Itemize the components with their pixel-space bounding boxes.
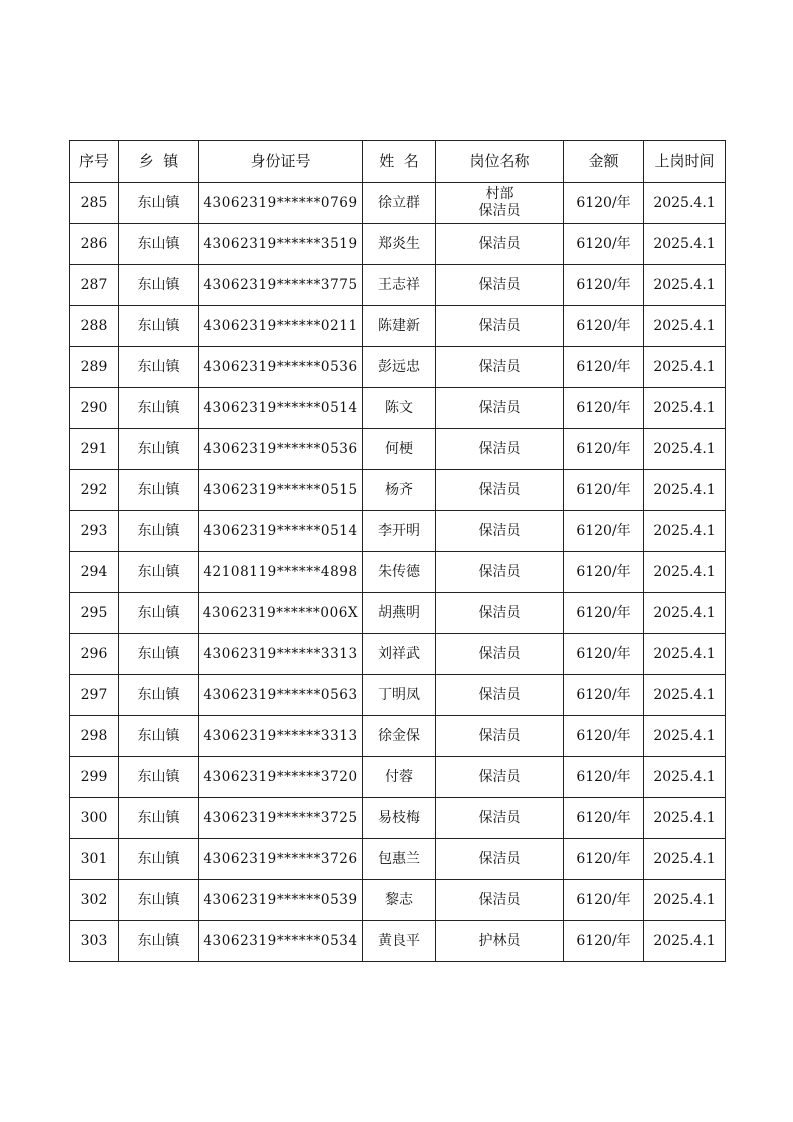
cell-id-number: 43062319******0515 xyxy=(199,470,363,511)
cell-name: 徐立群 xyxy=(363,183,436,224)
table-row xyxy=(70,265,726,306)
cell-town: 东山镇 xyxy=(119,224,199,265)
cell-amount: 6120/年 xyxy=(564,880,644,921)
cell-post: 保洁员 xyxy=(436,757,564,798)
cell-start-date: 2025.4.1 xyxy=(644,347,726,388)
table-row xyxy=(70,634,726,675)
cell-amount: 6120/年 xyxy=(564,388,644,429)
table-row xyxy=(70,224,726,265)
header-amount: 金额 xyxy=(564,141,644,183)
cell-start-date: 2025.4.1 xyxy=(644,593,726,634)
cell-town: 东山镇 xyxy=(119,265,199,306)
cell-start-date: 2025.4.1 xyxy=(644,265,726,306)
cell-serial: 293 xyxy=(70,511,119,552)
header-serial: 序号 xyxy=(70,141,119,183)
cell-town: 东山镇 xyxy=(119,675,199,716)
cell-post: 保洁员 xyxy=(436,675,564,716)
cell-start-date: 2025.4.1 xyxy=(644,675,726,716)
cell-name: 易枝梅 xyxy=(363,798,436,839)
cell-town: 东山镇 xyxy=(119,921,199,962)
cell-town: 东山镇 xyxy=(119,634,199,675)
table-row xyxy=(70,429,726,470)
cell-start-date: 2025.4.1 xyxy=(644,757,726,798)
table-body xyxy=(70,183,726,962)
cell-amount: 6120/年 xyxy=(564,634,644,675)
cell-name: 刘祥武 xyxy=(363,634,436,675)
cell-amount: 6120/年 xyxy=(564,183,644,224)
cell-serial: 285 xyxy=(70,183,119,224)
table-row xyxy=(70,593,726,634)
header-name: 姓 名 xyxy=(363,141,436,183)
cell-id-number: 43062319******0514 xyxy=(199,511,363,552)
cell-name: 李开明 xyxy=(363,511,436,552)
cell-amount: 6120/年 xyxy=(564,306,644,347)
cell-name: 丁明凤 xyxy=(363,675,436,716)
cell-serial: 301 xyxy=(70,839,119,880)
cell-town: 东山镇 xyxy=(119,429,199,470)
cell-start-date: 2025.4.1 xyxy=(644,224,726,265)
cell-post: 保洁员 xyxy=(436,880,564,921)
cell-town: 东山镇 xyxy=(119,880,199,921)
cell-id-number: 43062319******0536 xyxy=(199,347,363,388)
cell-amount: 6120/年 xyxy=(564,593,644,634)
cell-start-date: 2025.4.1 xyxy=(644,921,726,962)
cell-post: 保洁员 xyxy=(436,593,564,634)
cell-serial: 292 xyxy=(70,470,119,511)
cell-name: 徐金保 xyxy=(363,716,436,757)
cell-serial: 295 xyxy=(70,593,119,634)
cell-serial: 297 xyxy=(70,675,119,716)
cell-town: 东山镇 xyxy=(119,716,199,757)
table-row xyxy=(70,388,726,429)
cell-serial: 287 xyxy=(70,265,119,306)
cell-amount: 6120/年 xyxy=(564,224,644,265)
table-row xyxy=(70,675,726,716)
cell-start-date: 2025.4.1 xyxy=(644,429,726,470)
cell-name: 黎志 xyxy=(363,880,436,921)
cell-start-date: 2025.4.1 xyxy=(644,306,726,347)
cell-amount: 6120/年 xyxy=(564,757,644,798)
cell-amount: 6120/年 xyxy=(564,429,644,470)
cell-start-date: 2025.4.1 xyxy=(644,511,726,552)
cell-town: 东山镇 xyxy=(119,839,199,880)
cell-post: 保洁员 xyxy=(436,388,564,429)
cell-name: 陈文 xyxy=(363,388,436,429)
cell-town: 东山镇 xyxy=(119,306,199,347)
cell-start-date: 2025.4.1 xyxy=(644,798,726,839)
cell-serial: 286 xyxy=(70,224,119,265)
cell-start-date: 2025.4.1 xyxy=(644,634,726,675)
cell-id-number: 43062319******3313 xyxy=(199,634,363,675)
table-row xyxy=(70,716,726,757)
cell-town: 东山镇 xyxy=(119,470,199,511)
table-row xyxy=(70,306,726,347)
cell-start-date: 2025.4.1 xyxy=(644,470,726,511)
cell-amount: 6120/年 xyxy=(564,921,644,962)
cell-post: 护林员 xyxy=(436,921,564,962)
cell-serial: 300 xyxy=(70,798,119,839)
cell-id-number: 42108119******4898 xyxy=(199,552,363,593)
cell-amount: 6120/年 xyxy=(564,552,644,593)
cell-start-date: 2025.4.1 xyxy=(644,839,726,880)
cell-id-number: 43062319******006X xyxy=(199,593,363,634)
cell-serial: 294 xyxy=(70,552,119,593)
cell-town: 东山镇 xyxy=(119,798,199,839)
cell-post: 保洁员 xyxy=(436,470,564,511)
cell-name: 何梗 xyxy=(363,429,436,470)
cell-name: 朱传德 xyxy=(363,552,436,593)
table-row xyxy=(70,798,726,839)
cell-serial: 296 xyxy=(70,634,119,675)
cell-id-number: 43062319******3775 xyxy=(199,265,363,306)
table-row xyxy=(70,470,726,511)
cell-serial: 303 xyxy=(70,921,119,962)
cell-serial: 290 xyxy=(70,388,119,429)
cell-id-number: 43062319******3726 xyxy=(199,839,363,880)
cell-serial: 288 xyxy=(70,306,119,347)
cell-town: 东山镇 xyxy=(119,511,199,552)
cell-town: 东山镇 xyxy=(119,552,199,593)
cell-post: 保洁员 xyxy=(436,265,564,306)
cell-name: 包惠兰 xyxy=(363,839,436,880)
cell-name: 黄良平 xyxy=(363,921,436,962)
cell-post: 保洁员 xyxy=(436,798,564,839)
table-row xyxy=(70,880,726,921)
cell-id-number: 43062319******3720 xyxy=(199,757,363,798)
cell-id-number: 43062319******3313 xyxy=(199,716,363,757)
cell-id-number: 43062319******3519 xyxy=(199,224,363,265)
cell-start-date: 2025.4.1 xyxy=(644,183,726,224)
header-town: 乡 镇 xyxy=(119,141,199,183)
cell-id-number: 43062319******0211 xyxy=(199,306,363,347)
cell-name: 陈建新 xyxy=(363,306,436,347)
cell-serial: 299 xyxy=(70,757,119,798)
cell-post: 保洁员 xyxy=(436,552,564,593)
table-row xyxy=(70,552,726,593)
cell-post: 保洁员 xyxy=(436,634,564,675)
table-row xyxy=(70,347,726,388)
header-start-date: 上岗时间 xyxy=(644,141,726,183)
cell-name: 彭远忠 xyxy=(363,347,436,388)
table-row xyxy=(70,757,726,798)
cell-post: 保洁员 xyxy=(436,347,564,388)
cell-amount: 6120/年 xyxy=(564,716,644,757)
cell-name: 胡燕明 xyxy=(363,593,436,634)
cell-post: 村部 保洁员 xyxy=(436,183,564,224)
cell-town: 东山镇 xyxy=(119,183,199,224)
cell-town: 东山镇 xyxy=(119,388,199,429)
cell-name: 付蓉 xyxy=(363,757,436,798)
cell-start-date: 2025.4.1 xyxy=(644,716,726,757)
cell-town: 东山镇 xyxy=(119,593,199,634)
header-id-number: 身份证号 xyxy=(199,141,363,183)
cell-town: 东山镇 xyxy=(119,757,199,798)
cell-amount: 6120/年 xyxy=(564,798,644,839)
cell-amount: 6120/年 xyxy=(564,511,644,552)
header-post: 岗位名称 xyxy=(436,141,564,183)
cell-post: 保洁员 xyxy=(436,306,564,347)
cell-post: 保洁员 xyxy=(436,224,564,265)
cell-post: 保洁员 xyxy=(436,511,564,552)
cell-post: 保洁员 xyxy=(436,716,564,757)
cell-serial: 291 xyxy=(70,429,119,470)
cell-id-number: 43062319******0514 xyxy=(199,388,363,429)
cell-amount: 6120/年 xyxy=(564,347,644,388)
cell-name: 杨齐 xyxy=(363,470,436,511)
table-row xyxy=(70,511,726,552)
staff-table-container xyxy=(69,140,726,962)
table-row xyxy=(70,921,726,962)
cell-serial: 298 xyxy=(70,716,119,757)
cell-post: 保洁员 xyxy=(436,429,564,470)
table-row xyxy=(70,183,726,224)
cell-name: 王志祥 xyxy=(363,265,436,306)
cell-amount: 6120/年 xyxy=(564,839,644,880)
cell-serial: 289 xyxy=(70,347,119,388)
cell-start-date: 2025.4.1 xyxy=(644,880,726,921)
cell-name: 郑炎生 xyxy=(363,224,436,265)
staff-table xyxy=(69,140,726,962)
cell-id-number: 43062319******0534 xyxy=(199,921,363,962)
cell-start-date: 2025.4.1 xyxy=(644,388,726,429)
cell-id-number: 43062319******0539 xyxy=(199,880,363,921)
cell-start-date: 2025.4.1 xyxy=(644,552,726,593)
cell-amount: 6120/年 xyxy=(564,265,644,306)
cell-amount: 6120/年 xyxy=(564,675,644,716)
cell-town: 东山镇 xyxy=(119,347,199,388)
cell-id-number: 43062319******0536 xyxy=(199,429,363,470)
cell-id-number: 43062319******3725 xyxy=(199,798,363,839)
cell-id-number: 43062319******0563 xyxy=(199,675,363,716)
cell-amount: 6120/年 xyxy=(564,470,644,511)
table-row xyxy=(70,839,726,880)
cell-serial: 302 xyxy=(70,880,119,921)
cell-post: 保洁员 xyxy=(436,839,564,880)
cell-id-number: 43062319******0769 xyxy=(199,183,363,224)
table-header-row xyxy=(70,141,726,183)
